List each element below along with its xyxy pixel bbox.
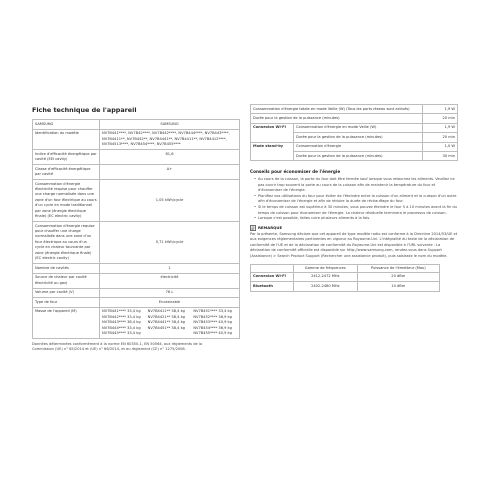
column-header: Puissance de l'émetteur (Max) <box>357 264 439 272</box>
footnote <box>32 342 240 353</box>
row-label: Consommation d'énergie requise pour chauffer une charge normalisée dans une zone d'un four électrique au cours d'un cycle en chaleur tournante par zone (énergie électrique finale) (EC electric cavity) <box>33 222 100 264</box>
row-value: 76 L <box>100 288 240 298</box>
tips-list <box>250 177 458 222</box>
row-label: Consommation d'énergie électricité requise pour chauffer une charge normalisée dans une zone d'un four électrique au cours d'un cycle en mode traditionnel par zone (énergie électrique finale) (EC electric cavity) <box>33 180 100 222</box>
remark-title: REMARQUE <box>258 224 283 230</box>
row-label: Classe d'efficacité énergétique par cavité <box>33 165 100 180</box>
row-label: Durée pour la gestion de la puissance (minutes) <box>294 133 423 142</box>
column-header: Gamme de fréquences <box>294 264 358 272</box>
column-header <box>251 264 294 272</box>
mass-entry: NV7B4411** 38,4 kg <box>147 309 185 314</box>
table-header-row <box>251 264 440 272</box>
model-line: NV7B441****, NV7B42****, NV7B442****, NV7B444****, NV7B443****, <box>102 131 230 136</box>
row-value: électricité <box>100 273 240 288</box>
mass-entry: NV7B454**** 36,9 kg <box>193 325 232 330</box>
footnote-line: Commission (UE) n° 65/2014 et (UE) n° 66/2014, et au règlement (CE) n° 1275/2008. <box>32 347 186 352</box>
row-label: Masse de l'appareil (M) <box>33 307 100 338</box>
table-row <box>251 123 458 132</box>
table-row <box>33 273 240 288</box>
table-row <box>33 180 240 222</box>
table-row <box>33 150 240 165</box>
mass-entry: NV7B442**** 33,4 kg <box>102 314 141 319</box>
energy-tips <box>250 169 458 259</box>
mass-entry: NV7B455**** 40,9 kg <box>193 331 232 336</box>
model-line: NV7B4411**, NV7B442**, NV7B4441**, NV7B4411**, NV7B4412****, <box>102 136 227 141</box>
mass-entry: NV7B443**** 38,4 kg <box>102 320 141 325</box>
row-label: Consommation d'énergie en mode Veille (W) <box>294 123 423 132</box>
transmitter-power: 20 dBm <box>357 272 439 281</box>
row-label: Durée pour la gestion de la puissance (minutes) <box>251 114 423 123</box>
row-label: SAMSUNG <box>33 120 100 130</box>
mass-column <box>148 309 192 336</box>
row-value: 1,05 kWh/cycle <box>100 180 240 222</box>
table-row <box>251 142 458 151</box>
mass-entry: NV7B4421** 38,4 kg <box>147 314 185 319</box>
table-row <box>251 272 440 281</box>
row-value: 20 min <box>423 114 458 123</box>
row-label: Identification du modèle <box>33 129 100 149</box>
table-row <box>251 282 440 291</box>
product-fiche-section <box>32 106 240 353</box>
footnote-line: Données déterminées conformément à la norme EN 60350-1, EN 50564, aux règlements de la <box>32 342 203 347</box>
mass-grid <box>100 307 240 338</box>
frequency-table <box>250 264 440 292</box>
list-item: • Si le temps de cuisson est supérieur à 30 minutes, vous pouvez éteindre le four 5 à 10 minutes avant la fin du temps de cuisson pour économiser de l'énergie. La chaleur résiduelle terminera le processus de cuisson. <box>254 205 458 216</box>
row-label: Bluetooth <box>251 282 294 291</box>
list-item: • Au cours de la cuisson, la porte du four doit être fermée sauf lorsque vous retournez les aliments. Veuillez ne pas ouvrir trop souvent la porte au cours de la cuisson afin de maintenir la température du four et d'économiser de l'énergie. <box>254 177 458 194</box>
list-item: • Lorsque c'est possible, faites cuire plusieurs aliments à la fois. <box>254 216 458 222</box>
remark-heading <box>250 225 458 231</box>
group-label: Mode stand-by <box>251 142 294 161</box>
row-label: Indice d'efficacité énergétique par cavité (EEI cavity) <box>33 150 100 165</box>
row-value: 81,6 <box>100 150 240 165</box>
list-item: • Planifiez vos utilisations du four pour éviter de l'éteindre entre la cuisson d'un aliment et la cuisson d'un autre afin d'économiser de l'énergie et afin de réduire la durée de réchauffage du four. <box>254 194 458 205</box>
power-consumption-table <box>250 104 458 161</box>
model-identification-value <box>100 129 240 149</box>
table-row <box>251 105 458 114</box>
row-label: Source de chaleur par cavité électricité ou gaz) <box>33 273 100 288</box>
section-title: Fiche technique de l'appareil <box>32 106 137 114</box>
group-label: Connexion Wi-Fi <box>251 123 294 142</box>
table-row <box>33 264 240 274</box>
table-row <box>33 288 240 298</box>
model-line: NV7B4513****, NV7B454****, NV7B455**** <box>102 142 181 146</box>
mass-entry: NV7B445**** 33,4 kg <box>102 331 141 336</box>
tips-heading: Conseils pour économiser de l'énergie <box>250 169 341 175</box>
table-row <box>33 298 240 308</box>
row-value: 1,9 W <box>423 105 458 114</box>
product-fiche-table <box>32 119 240 339</box>
row-value: 20 min <box>423 133 458 142</box>
row-value: Encastrable <box>100 298 240 308</box>
mass-entry: NV7B451**** 33,4 kg <box>193 309 232 314</box>
row-value: 0,71 kWh/cycle <box>100 222 240 264</box>
mass-entry: NV7B452**** 36,9 kg <box>193 314 232 319</box>
row-value: A+ <box>100 165 240 180</box>
table-row <box>33 222 240 264</box>
row-value: 1,0 W <box>423 142 458 151</box>
row-value: 30 min <box>423 151 458 160</box>
table-row <box>33 307 240 338</box>
row-value: SAMSUNG <box>100 120 240 130</box>
table-row <box>33 129 240 149</box>
row-label: Connexion Wi-Fi <box>251 272 294 281</box>
row-label: Volume par cavité (V) <box>33 288 100 298</box>
row-label: Consommation d'énergie totale en mode Veille (W) (Tous les ports réseau sont activés) <box>251 105 423 114</box>
table-row <box>33 165 240 180</box>
table-row <box>33 120 240 130</box>
table-row <box>251 114 458 123</box>
mass-entry: NV7B453**** 40,9 kg <box>193 320 232 325</box>
frequency-range: 2402-2480 MHz <box>294 282 358 291</box>
mass-column <box>102 309 146 336</box>
transmitter-power: 10 dBm <box>357 282 439 291</box>
row-label: Type de four <box>33 298 100 308</box>
row-value: 1 <box>100 264 240 274</box>
row-label: Durée pour la gestion de la puissance (minutes) <box>294 151 423 160</box>
energy-info-section <box>250 104 458 292</box>
mass-entry: NV7B4451** 38,4 kg <box>147 325 185 330</box>
note-icon <box>250 225 256 231</box>
mass-entry: NV7B4441** 38,4 kg <box>147 320 185 325</box>
row-label: Nombre de cavités <box>33 264 100 274</box>
row-label: Consommation d'énergie <box>294 142 423 151</box>
mass-column <box>193 309 237 336</box>
mass-entry: NV7B444**** 33,4 kg <box>102 325 141 330</box>
remark-body: Par la présente, Samsung déclare que cet appareil de type modèle radio est conforme à la Directive 2014/53/UE et aux exigences réglementaires pertinentes en vigueur au Royaume-Uni. L'intégralité du texte de la déclaration de conformité de l'UE et de la déclaration de conformité du Royaume-Uni est disponible à l'URL suivante : La déclaration de conformité officielle est disponible sur http://www.samsung.com, rendez-vous dans Support (Assistance) > Search Product Support (Rechercher une assistance produit), puis saisissez le nom du modèle. <box>250 231 458 259</box>
frequency-range: 2412-2472 MHz <box>294 272 358 281</box>
mass-entry: NV7B441**** 33,4 kg <box>102 309 141 314</box>
row-value: 1,9 W <box>423 123 458 132</box>
